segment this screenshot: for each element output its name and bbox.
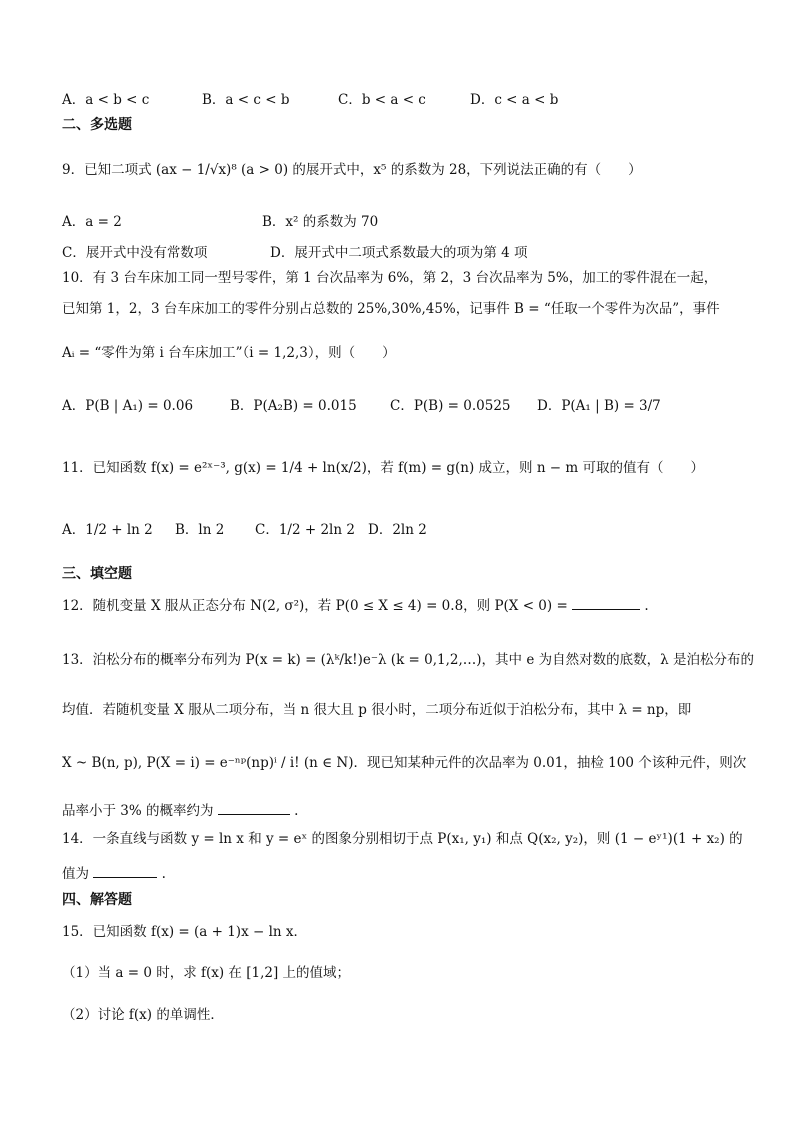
q11-option-d: D．2ln 2 [368,522,427,538]
q14-line-2-text: 值为 [62,866,89,882]
q13-line-2: 均值．若随机变量 X 服从二项分布，当 n 很大且 p 很小时，二项分布近似于泊松分布，其中 λ = np，即 [62,702,692,718]
q10-option-a: A．P(B | A₁) = 0.06 [62,398,194,414]
section-heading-solutions: 四、解答题 [62,892,132,908]
q8-option-b: B．a < c < b [202,92,290,108]
q11-option-c: C．1/2 + 2ln 2 [255,522,355,538]
q13-end: . [294,803,299,819]
question-12 [62,596,649,616]
q14-line-1: 14．一条直线与函数 y = ln x 和 y = eˣ 的图象分别相切于点 P(x₁, y₁) 和点 Q(x₂, y₂)，则 (1 − eʸ¹)(1 + x₂) 的 [62,831,743,847]
q9-option-c: C．展开式中没有常数项 [62,245,208,261]
q8-option-c: C．b < a < c [338,92,426,108]
q13-line-3: X ~ B(n, p), P(X = i) = e⁻ⁿᵖ(np)ⁱ / i! (n ∈ N)．现已知某种元件的次品率为 0.01，抽检 100 个该种元件，则次 [62,755,747,771]
q9-option-a: A．a = 2 [62,214,122,230]
q11-stem: 11．已知函数 f(x) = e²ˣ⁻³, g(x) = 1/4 + ln(x/2)，若 f(m) = g(n) 成立，则 n − m 可取的值有（ ） [62,460,705,476]
q10-option-d: D．P(A₁ | B) = 3/7 [537,398,661,414]
q10-option-b: B．P(A₂B) = 0.015 [230,398,357,414]
q15-stem: 15．已知函数 f(x) = (a + 1)x − ln x． [62,924,307,940]
q15-part-2: （2）讨论 f(x) 的单调性． [62,1007,224,1023]
q8-option-a: A．a < b < c [62,92,150,108]
q9-option-b: B．x² 的系数为 70 [262,214,379,230]
q10-line-3: Aᵢ = “零件为第 i 台车床加工”（i = 1,2,3），则（ ） [62,345,396,361]
q11-option-b: B．ln 2 [175,522,225,538]
q14-answer-blank[interactable] [93,877,157,878]
q12-answer-blank[interactable] [572,609,640,610]
q10-line-2: 已知第 1，2，3 台车床加工的零件分别占总数的 25%,30%,45%，记事件 B = “任取一个零件为次品”，事件 [62,301,720,317]
section-heading-multi-choice: 二、多选题 [62,117,132,133]
q13-line-4 [62,801,298,821]
q13-line-1: 13．泊松分布的概率分布列为 P(x = k) = (λᵏ/k!)e⁻λ (k = 0,1,2,…)，其中 e 为自然对数的底数，λ 是泊松分布的 [62,652,754,668]
q13-answer-blank[interactable] [218,814,290,815]
q13-line-4-text: 品率小于 3% 的概率约为 [62,803,214,819]
q10-option-c: C．P(B) = 0.0525 [390,398,511,414]
q8-option-d: D．c < a < b [470,92,559,108]
q15-part-1: （1）当 a = 0 时，求 f(x) 在 [1,2] 上的值域； [62,965,351,981]
q10-line-1: 10．有 3 台车床加工同一型号零件，第 1 台次品率为 6%，第 2，3 台次品率为 5%，加工的零件混在一起， [62,270,718,286]
q12-stem: 12．随机变量 X 服从正态分布 N(2, σ²)，若 P(0 ≤ X ≤ 4) = 0.8，则 P(X < 0) = [62,598,568,614]
q9-stem: 9．已知二项式 (ax − 1/√x)⁸ (a > 0) 的展开式中，x⁵ 的系数为 28，下列说法正确的有（ ） [62,162,642,178]
q11-option-a: A．1/2 + ln 2 [62,522,153,538]
q14-line-2 [62,864,166,884]
q14-end: . [161,866,166,882]
section-heading-fill-in: 三、填空题 [62,566,132,582]
q12-end: . [644,598,649,614]
q9-option-d: D．展开式中二项式系数最大的项为第 4 项 [270,245,528,261]
